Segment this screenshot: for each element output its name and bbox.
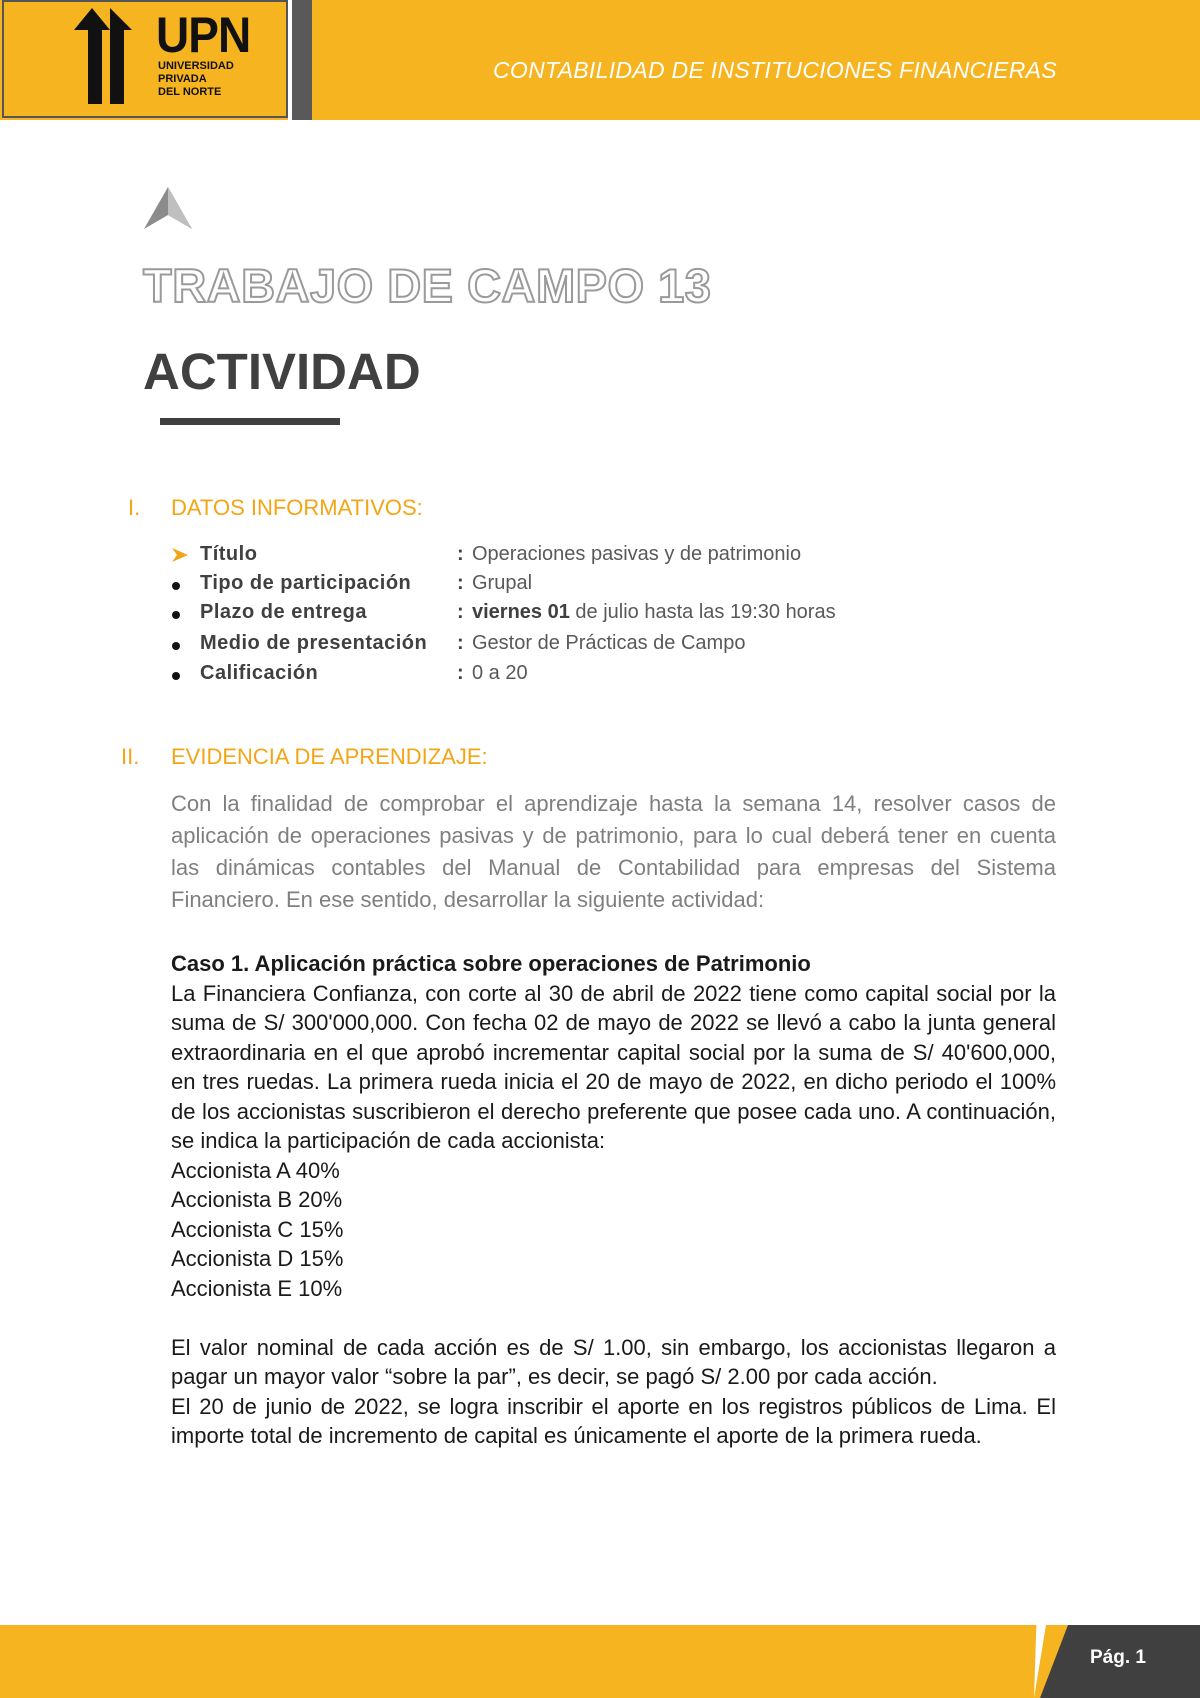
section-title: EVIDENCIA DE APRENDIZAJE: [171, 744, 488, 769]
case-paragraph: El valor nominal de cada acción es de S/ 1.00, sin embargo, los accionistas llegaron a pagar un mayor valor “sobre la par”, es decir, se pagó S/ 2.00 por cada acción. [171, 1334, 1056, 1389]
info-value [472, 601, 836, 624]
logo-text: UPN [156, 7, 251, 63]
info-label: Tipo de participación [200, 572, 412, 594]
section-number: II. [121, 744, 140, 769]
info-row [0, 543, 1200, 571]
deadline-day: viernes 01 [472, 601, 570, 623]
bullet-dot-icon [172, 672, 180, 680]
info-value: Operaciones pasivas y de patrimonio [472, 543, 802, 565]
info-label: Medio de presentación [200, 632, 428, 654]
info-colon: : [457, 632, 464, 654]
info-row [0, 601, 1200, 629]
spacer [171, 1303, 1056, 1333]
info-value: Grupal [472, 572, 533, 594]
bullet-dot-icon [172, 642, 180, 650]
navigation-arrow-icon [140, 183, 196, 233]
info-label: Calificación [200, 662, 319, 684]
section-number: I. [128, 495, 141, 520]
info-value: Gestor de Prácticas de Campo [472, 632, 746, 654]
info-colon: : [457, 543, 464, 565]
case-title: Caso 1. Aplicación práctica sobre operaciones de Patrimonio [171, 951, 811, 976]
bullet-dot-icon [172, 582, 180, 590]
info-colon: : [457, 572, 464, 594]
arrow-bullet-icon [172, 548, 188, 562]
shareholder-item: Accionista D 15% [171, 1246, 344, 1271]
upn-torch-icon [70, 8, 150, 108]
logo-subtext: UNIVERSIDAD PRIVADA DEL NORTE [158, 60, 234, 98]
shareholder-item: Accionista A 40% [171, 1157, 340, 1183]
deadline-rest: de julio hasta las 19:30 horas [569, 601, 836, 623]
case-paragraph: La Financiera Confianza, con corte al 30 de abril de 2022 tiene como capital social por la suma de S/ 300'000,000. Con fecha 02 de mayo de 2022 se llevó a cabo la junta general extraordinaria en el que aprobó incrementar capital social por la suma de S/ 40'600,000, en tres ruedas. La primera rueda inicia el 20 de mayo de 2022, en dicho periodo el 100% de los accionistas suscribieron el derecho preferente que posee cada uno. A continuación, se indica la participación de cada accionista: [171, 980, 1056, 1153]
upn-logo [2, 0, 288, 118]
case-paragraph: El 20 de junio de 2022, se logra inscribir el aporte en los registros públicos de Lima. El importe total de incremento de capital es únicamente el aporte de la primera rueda. [171, 1393, 1056, 1448]
bullet-dot-icon [172, 611, 180, 619]
title-underline [160, 418, 340, 425]
info-label: Título [200, 543, 258, 565]
section-title: DATOS INFORMATIVOS: [171, 495, 423, 520]
intro-paragraph: Con la finalidad de comprobar el aprendizaje hasta la semana 14, resolver casos de aplicación de operaciones pasivas y de patrimonio, para lo cual deberá tener en cuenta las dinámicas contables del Manual de Contabilidad para empresas del Sistema Financiero. En ese sentido, desarrollar la siguiente actividad: [171, 791, 1056, 912]
info-row [0, 632, 1200, 660]
shareholder-item: Accionista C 15% [171, 1216, 344, 1242]
case-block [171, 949, 1056, 1451]
shareholder-item: Accionista E 10% [171, 1275, 343, 1301]
shareholder-item: Accionista B 20% [171, 1187, 343, 1212]
page-footer [0, 1625, 1200, 1698]
page-number: Pág. 1 [1090, 1647, 1146, 1668]
activity-heading: ACTIVIDAD [143, 343, 421, 400]
course-title: CONTABILIDAD DE INSTITUCIONES FINANCIERAS [493, 57, 1057, 83]
info-colon: : [457, 601, 464, 623]
info-row [0, 662, 1200, 690]
page-title: TRABAJO DE CAMPO 13 [143, 259, 712, 312]
info-value: 0 a 20 [472, 662, 528, 684]
info-colon: : [457, 662, 464, 684]
info-label: Plazo de entrega [200, 601, 367, 623]
header-divider-bar [292, 0, 312, 120]
info-row [0, 572, 1200, 600]
